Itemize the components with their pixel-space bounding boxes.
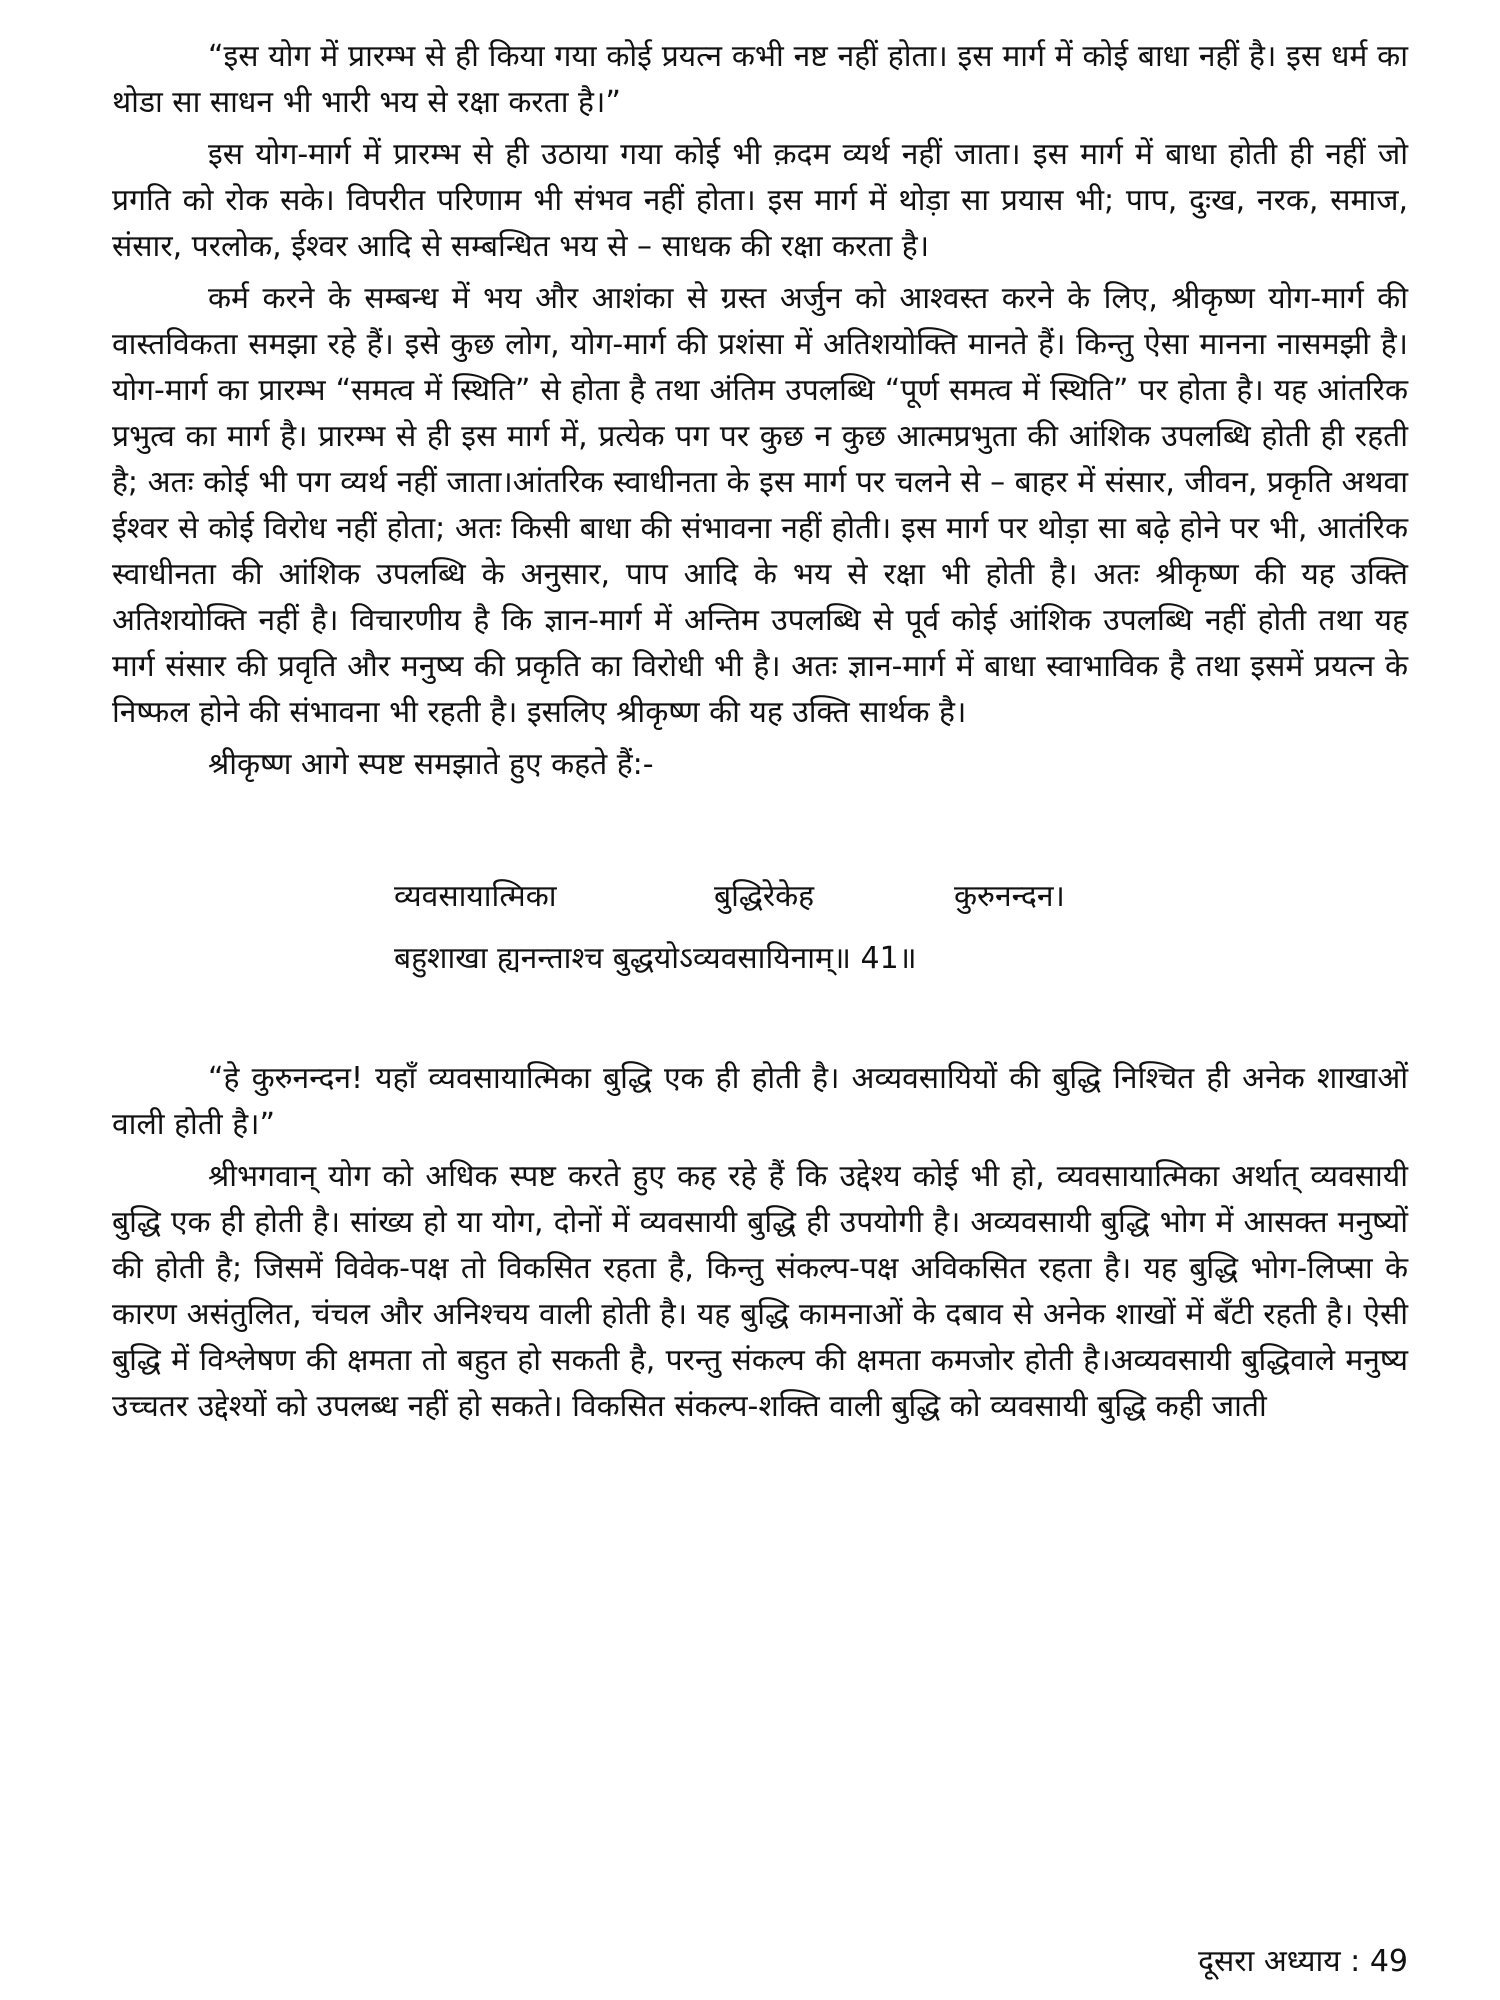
paragraph-verse-translation-40: “इस योग में प्रारम्भ से ही किया गया कोई प्रयत्न कभी नष्ट नहीं होता। इस मार्ग में कोई बाधा नहीं है। इस धर्म का थोडा सा साधन भी भारी भय से रक्षा करता है।” (112, 39, 1408, 120)
paragraph-commentary-2: कर्म करने के सम्बन्ध में भय और आशंका से ग्रस्त अर्जुन को आश्वस्त करने के लिए, श्रीकृष्ण योग-मार्ग की वास्तविकता समझा रहे हैं। इसे कुछ लोग, योग-मार्ग की प्रशंसा में अतिशयोक्ति मानते हैं। किन्तु ऐसा मानना नासमझी है। योग-मार्ग का प्रारम्भ “समत्व में स्थिति” से होता है तथा अंतिम उपलब्धि “पूर्ण समत्व में स्थिति” पर होता है। यह आंतरिक प्रभुत्व का मार्ग है। प्रारम्भ से ही इस मार्ग में, प्रत्येक पग पर कुछ न कुछ आत्मप्रभुता की आंशिक उपलब्धि होती ही रहती है; अतः कोई भी पग व्यर्थ नहीं जाता।आंतरिक स्वाधीनता के इस मार्ग पर चलने से – बाहर में संसार, जीवन, प्रकृति अथवा ईश्वर से कोई विरोध नहीं होता; अतः किसी बाधा की संभावना नहीं होती। इस मार्ग पर थोड़ा सा बढ़े होने पर भी, आतंरिक स्वाधीनता की आंशिक उपलब्धि के अनुसार, पाप आदि के भय से रक्षा भी होती है। अतः श्रीकृष्ण की यह उक्ति अतिशयोक्ति नहीं है। विचारणीय है कि ज्ञान-मार्ग में अन्तिम उपलब्धि से पूर्व कोई आंशिक उपलब्धि नहीं होती तथा यह मार्ग संसार की प्रवृति और मनुष्य की प्रकृति का विरोधी भी है। अतः ज्ञान-मार्ग में बाधा स्वाभाविक है तथा इसमें प्रयत्न के निष्फल होने की संभावना भी रहती है। इसलिए श्रीकृष्ण की यह उक्ति सार्थक है। (112, 281, 1408, 730)
shloka-line-2: बहुशाखा ह्यनन्ताश्च बुद्धयोऽव्यवसायिनाम्॥ 41॥ (394, 941, 917, 976)
shloka-word-3: कुरुनन्दन। (954, 879, 1065, 914)
shloka-word-2: बुद्धिरेकेह (714, 879, 815, 914)
paragraph-commentary-1: इस योग-मार्ग में प्रारम्भ से ही उठाया गया कोई भी क़दम व्यर्थ नहीं जाता। इस मार्ग में बाधा होती ही नहीं जो प्रगति को रोक सके। विपरीत परिणाम भी संभव नहीं होता। इस मार्ग में थोड़ा सा प्रयास भी; पाप, दुःख, नरक, समाज, संसार, परलोक, ईश्वर आदि से सम्बन्धित भय से – साधक की रक्षा करता है। (112, 137, 1408, 264)
paragraph-intro-next-verse: श्रीकृष्ण आगे स्पष्ट समझाते हुए कहते हैं:- (208, 747, 654, 782)
sanskrit-shloka-41 (112, 866, 1408, 990)
page-footer-chapter-number: दूसरा अध्याय : 49 (1198, 1944, 1408, 1979)
paragraph-verse-translation-41: “हे कुरुनन्दन! यहाँ व्यवसायात्मिका बुद्धि एक ही होती है। अव्यवसायियों की बुद्धि निश्चित ही अनेक शाखाओं वाली होती है।” (112, 1061, 1408, 1142)
shloka-word-1: व्यवसायात्मिका (394, 879, 557, 914)
shloka-line-1 (394, 866, 1408, 928)
paragraph-commentary-3: श्रीभगवान् योग को अधिक स्पष्ट करते हुए कह रहे हैं कि उद्देश्य कोई भी हो, व्यवसायात्मिका अर्थात् व्यवसायी बुद्धि एक ही होती है। सांख्य हो या योग, दोनों में व्यवसायी बुद्धि ही उपयोगी है। अव्यवसायी बुद्धि भोग में आसक्त मनुष्यों की होती है; जिसमें विवेक-पक्ष तो विकसित रहता है, किन्तु संकल्प-पक्ष अविकसित रहता है। यह बुद्धि भोग-लिप्सा के कारण असंतुलित, चंचल और अनिश्चय वाली होती है। यह बुद्धि कामनाओं के दबाव से अनेक शाखों में बँटी रहती है। ऐसी बुद्धि में विश्लेषण की क्षमता तो बहुत हो सकती है, परन्तु संकल्प की क्षमता कमजोर होती है।अव्यवसायी बुद्धिवाले मनुष्य उच्चतर उद्देश्यों को उपलब्ध नहीं हो सकते। विकसित संकल्प-शक्ति वाली बुद्धि को व्यवसायी बुद्धि कही जाती (112, 1159, 1408, 1424)
